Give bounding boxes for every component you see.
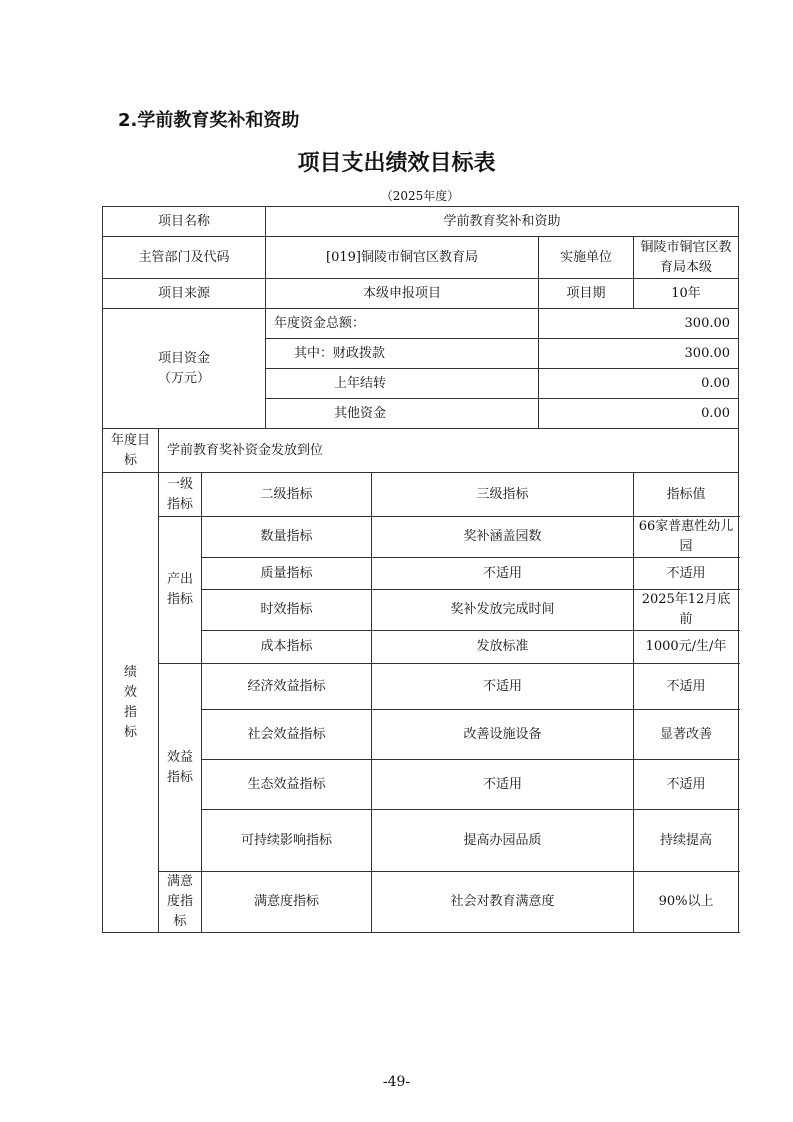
cell-label: 主管部门及代码 <box>103 237 266 279</box>
cell: 不适用 <box>372 664 634 710</box>
cell: 不适用 <box>634 760 739 810</box>
cell: 显著改善 <box>634 710 739 760</box>
cell: 时效指标 <box>202 590 372 631</box>
table-row <box>103 664 739 710</box>
level1-cell: 产出指标 <box>159 517 202 664</box>
year-label: （2025年度） <box>380 189 460 203</box>
cell: 不适用 <box>372 760 634 810</box>
page-number: -49- <box>382 1074 411 1090</box>
page-title: 项目支出绩效目标表 <box>297 151 496 176</box>
cell-label: 上年结转 <box>266 369 539 399</box>
cell: 成本指标 <box>202 631 372 664</box>
cell-value: 0.00 <box>539 399 739 429</box>
header-cell: 指标值 <box>634 473 739 517</box>
cell: 2025年12月底前 <box>634 590 739 631</box>
cell: 生态效益指标 <box>202 760 372 810</box>
cell: 不适用 <box>634 664 739 710</box>
cell-value: 铜陵市铜官区教育局本级 <box>634 237 739 279</box>
perf-label: 绩效指标 <box>103 473 159 933</box>
cell-value: [019]铜陵市铜官区教育局 <box>266 237 539 279</box>
cell-value: 0.00 <box>539 369 739 399</box>
cell: 改善设施设备 <box>372 710 634 760</box>
section-heading: 2.学前教育奖补和资助 <box>118 110 300 131</box>
cell-label: 其中：财政拨款 <box>266 339 539 369</box>
header-cell: 二级指标 <box>202 473 372 517</box>
table-row <box>103 237 739 279</box>
cell-label: 项目名称 <box>103 207 266 237</box>
table-row <box>103 309 739 339</box>
cell: 数量指标 <box>202 517 372 558</box>
table-row <box>103 279 739 309</box>
cell: 1000元/生/年 <box>634 631 739 664</box>
table-row <box>103 872 739 933</box>
cell: 奖补发放完成时间 <box>372 590 634 631</box>
cell-label: 其他资金 <box>266 399 539 429</box>
header-cell: 一级指标 <box>159 473 202 517</box>
cell: 发放标准 <box>372 631 634 664</box>
cell-value: 学前教育奖补和资助 <box>266 207 739 237</box>
funds-label-cell <box>103 309 266 429</box>
table-row <box>103 207 739 237</box>
cell: 社会效益指标 <box>202 710 372 760</box>
cell: 可持续影响指标 <box>202 810 372 872</box>
cell: 经济效益指标 <box>202 664 372 710</box>
table-row <box>103 517 739 558</box>
funds-unit: （万元） <box>158 370 211 386</box>
cell-value: 10年 <box>634 279 739 309</box>
cell-label: 项目期 <box>539 279 634 309</box>
level1-cell: 满意度指标 <box>159 872 202 933</box>
cell: 90%以上 <box>634 872 739 933</box>
table-row <box>103 473 739 517</box>
cell: 提高办园品质 <box>372 810 634 872</box>
cell: 不适用 <box>372 558 634 590</box>
cell-label: 年度资金总额： <box>266 309 539 339</box>
cell-label: 实施单位 <box>539 237 634 279</box>
cell: 质量指标 <box>202 558 372 590</box>
cell: 满意度指标 <box>202 872 372 933</box>
level1-cell: 效益指标 <box>159 664 202 872</box>
cell-value: 300.00 <box>539 339 739 369</box>
cell-value: 本级申报项目 <box>266 279 539 309</box>
cell: 奖补涵盖园数 <box>372 517 634 558</box>
cell-label: 项目来源 <box>103 279 266 309</box>
cell-value: 300.00 <box>539 309 739 339</box>
cell-value: 学前教育奖补资金发放到位 <box>159 429 739 473</box>
funds-label: 项目资金 <box>158 350 211 366</box>
cell: 持续提高 <box>634 810 739 872</box>
cell-label: 年度目标 <box>103 429 159 473</box>
header-cell: 三级指标 <box>372 473 634 517</box>
performance-target-table <box>102 206 739 933</box>
table-row <box>103 429 739 473</box>
cell: 社会对教育满意度 <box>372 872 634 933</box>
cell: 66家普惠性幼儿园 <box>634 517 739 558</box>
cell: 不适用 <box>634 558 739 590</box>
